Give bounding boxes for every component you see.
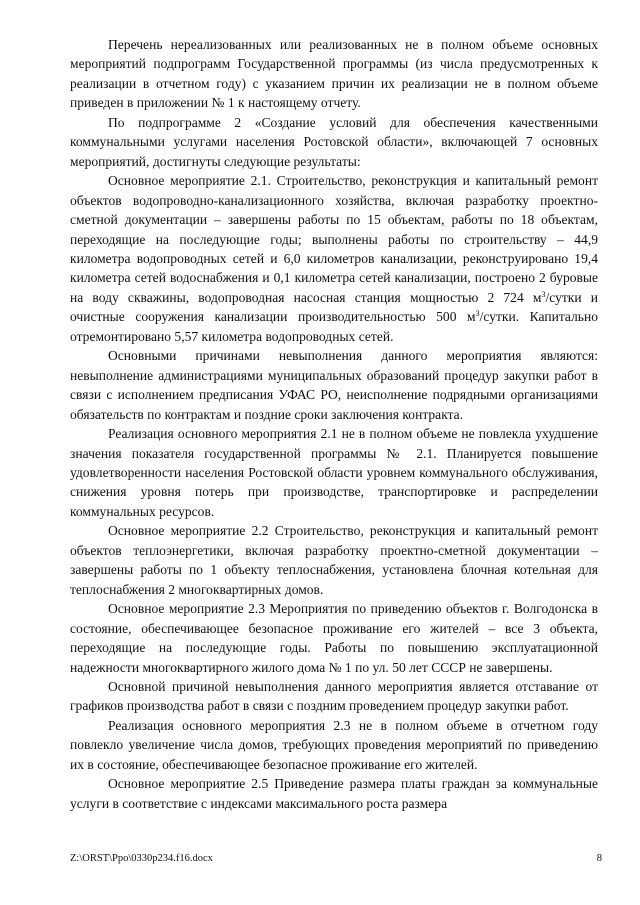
paragraph-measure-2-3: Основное мероприятие 2.3 Мероприятия по приведению объектов г. Волгодонска в состояние, обеспечивающее безопасное проживание его жителей – все 3 объекта, переходящие на последующие годы. Работы по повышению эксплуатационной надежности многоквартирного жилого дома № 1 по ул. 50 лет СССР не завершены. xyxy=(70,601,598,675)
paragraph-measure-2-3-reason: Основной причиной невыполнения данного мероприятия является отставание от графиков производства работ в связи с поздним проведением процедур закупки работ. xyxy=(70,678,598,714)
paragraph-measure-2-3-impact: Реализация основного мероприятия 2.3 не в полном объеме в отчетном году повлекло увеличение числа домов, требующих проведения мероприятий по приведению их в состояние, обеспечивающее безопасное проживание его жителей. xyxy=(70,717,598,772)
measure-2-1-text-a: Основное мероприятие 2.1. Строительство, реконструкция и капитальный ремонт объектов водопроводно-канализационного хозяйства, включая разработку проектно-сметной документации – завершены работы по 15 объектам, работы по 18 объектам, переходящие на последующие годы; выполнены работы по строительству – 44,9 километра водопроводных сетей и 6,0 километров канализации, реконструировано 19,4 километра сетей водоснабжения и 0,1 километра сетей канализации, построено 2 буровые на воду скважины, водопроводная насосная станция мощностью 2 724 м xyxy=(70,173,598,305)
paragraph-measure-2-5: Основное мероприятие 2.5 Приведение размера платы граждан за коммунальные услуги в соответствие с индексами максимального роста размера xyxy=(70,776,598,811)
paragraph-unfulfilled-list: Перечень нереализованных или реализованных не в полном объеме основных мероприятий подпрограмм Государственной программы (из числа предусмотренных к реализации в отчетном году) с указанием причин их реализации не в полном объеме приведен в приложении № 1 к настоящему отчету. xyxy=(70,37,598,111)
paragraph-measure-2-1-impact: Реализация основного мероприятия 2.1 не в полном объеме не повлекла ухудшение значения показателя государственной программы № 2.1. Планируется повышение удовлетворенности населения Ростовской области уровнем коммунального обслуживания, снижения уровня потерь при производстве, транспортировке и распределении коммунальных ресурсов. xyxy=(70,426,598,519)
paragraph-measure-2-2: Основное мероприятие 2.2 Строительство, реконструкция и капитальный ремонт объектов теплоэнергетики, включая разработку проектно-сметной документации – завершены работы по 1 объекту теплоснабжения, установлена блочная котельная для теплоснабжения 2 многоквартирных домов. xyxy=(70,523,598,597)
page-number: 8 xyxy=(596,853,602,864)
superscript-cubic-2: 3 xyxy=(475,309,480,319)
measure-2-1-text-c: /сутки. Капитально отремонтировано 5,57 километра водопроводных сетей. xyxy=(70,309,599,344)
paragraph-subprogram-2-intro: По подпрограмме 2 «Создание условий для обеспечения качественными коммунальными услугами населения Ростовской области», включающей 7 основных мероприятий, достигнуты следующие результаты: xyxy=(70,114,598,169)
footer-file-path: Z:\ORST\Ppo\0330p234.f16.docx xyxy=(70,853,213,864)
paragraph-main-reasons: Основными причинами невыполнения данного мероприятия являются: невыполнение администрациями муниципальных образований процедур закупки работ в связи с исполнением предписания УФАС РО, неисполнение подрядными организациями обязательств по контрактам и поздние сроки заключения контракта. xyxy=(70,348,598,422)
measure-2-1-text-b: /сутки и очистные сооружения канализации производительностью 500 м xyxy=(70,289,598,325)
superscript-cubic-1: 3 xyxy=(541,289,546,299)
document-body xyxy=(70,35,598,813)
paragraph-measure-2-1 xyxy=(70,171,598,346)
